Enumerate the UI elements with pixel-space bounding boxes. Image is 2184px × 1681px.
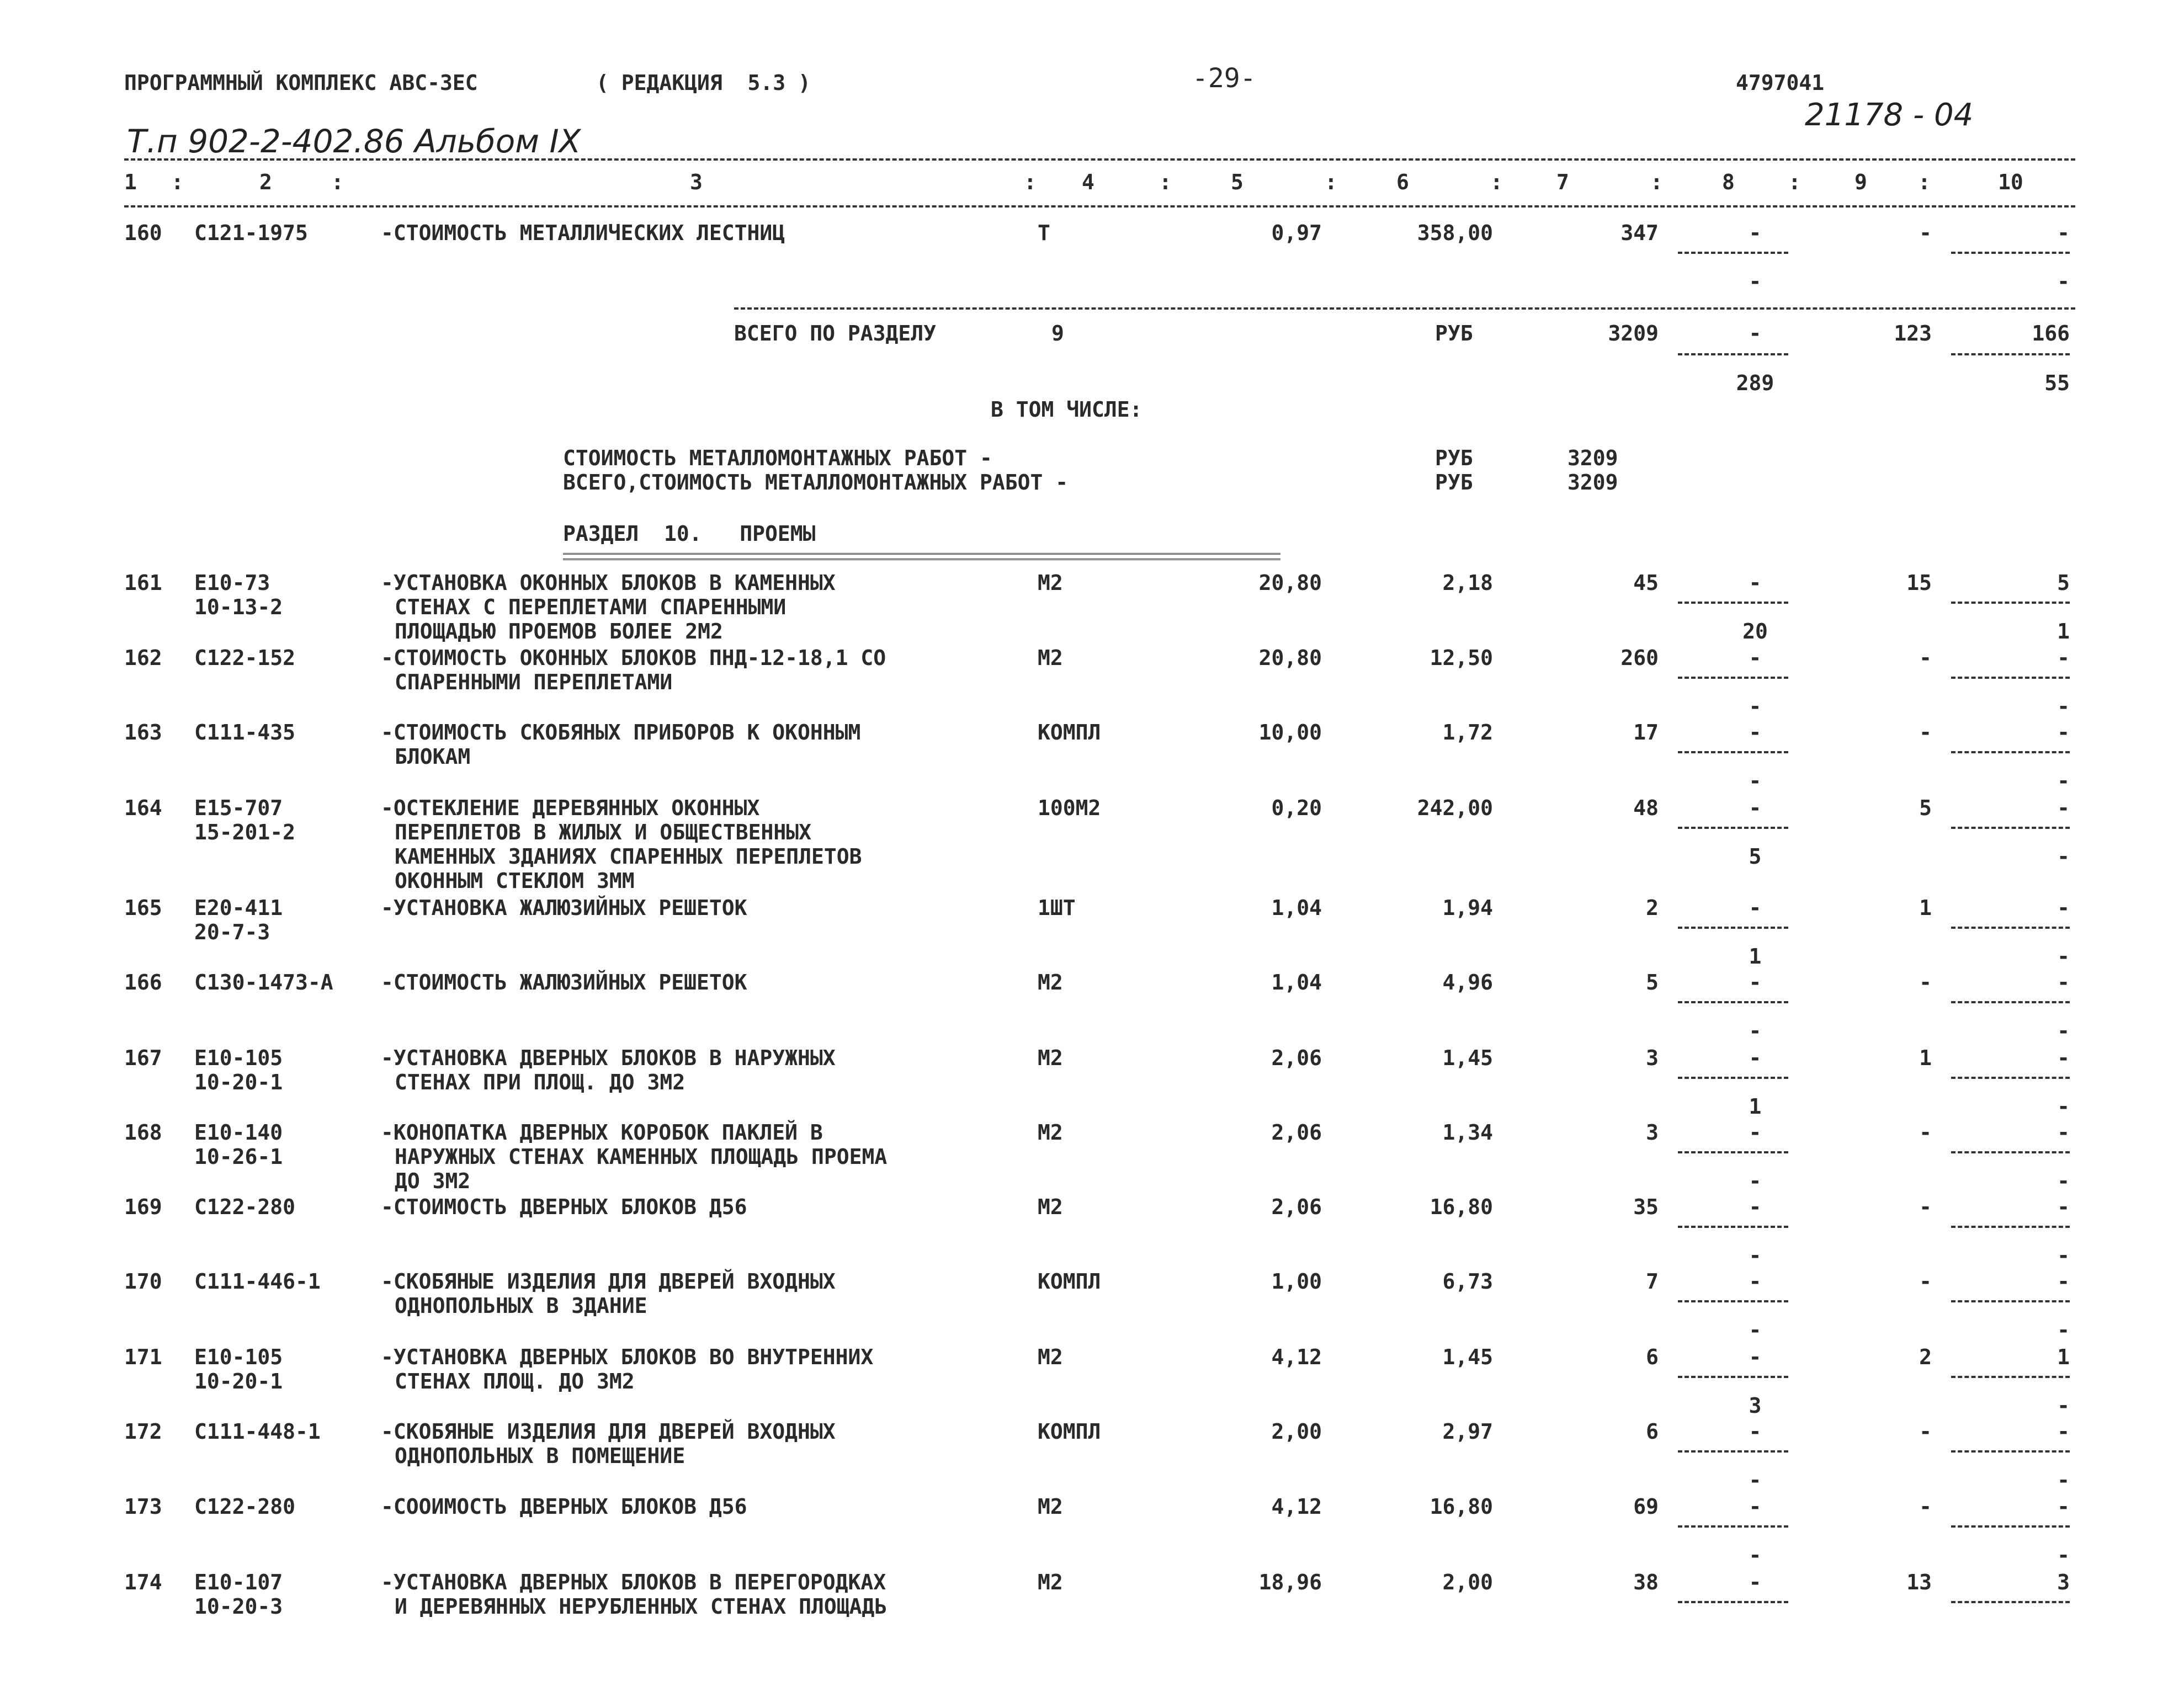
row-167-name-2: СТЕНАХ ПРИ ПЛОЩ. ДО 3М2 bbox=[395, 1070, 686, 1094]
row-169-col9: - bbox=[1919, 1195, 1932, 1219]
column-header-9: 9 bbox=[1854, 170, 1867, 194]
row-165-col8: - bbox=[1749, 896, 1762, 920]
row-161-col10-rule bbox=[1951, 602, 2070, 604]
row-161-col8-b: 20 bbox=[1742, 619, 1768, 643]
row-172-price: 2,97 bbox=[1442, 1419, 1493, 1444]
row-161-cost: 45 bbox=[1633, 571, 1659, 595]
row-160-col9: - bbox=[1919, 221, 1932, 245]
row-173-col9: - bbox=[1919, 1494, 1932, 1519]
row-165-code: Е20-411 bbox=[194, 896, 283, 920]
row-174-quantity: 18,96 bbox=[1258, 1570, 1322, 1594]
row-163-col8-b: - bbox=[1749, 769, 1762, 793]
row-169-col10: - bbox=[2057, 1195, 2070, 1219]
row-168-name-2: НАРУЖНЫХ СТЕНАХ КАМЕННЫХ ПЛОЩАДЬ ПРОЕМА bbox=[395, 1145, 888, 1169]
row-174-name-2: И ДЕРЕВЯННЫХ НЕРУБЛЕННЫХ СТЕНАХ ПЛОЩАДЬ bbox=[395, 1594, 888, 1619]
total-unit: РУБ bbox=[1435, 321, 1473, 345]
row-170-col10: - bbox=[2057, 1269, 2070, 1294]
row-161-quantity: 20,80 bbox=[1258, 571, 1322, 595]
row-164-name-2: ПЕРЕПЛЕТОВ В ЖИЛЫХ И ОБЩЕСТВЕННЫХ bbox=[395, 820, 811, 844]
row-161-col9: 15 bbox=[1906, 571, 1932, 595]
row-162-number: 162 bbox=[124, 646, 162, 670]
row-174-col8: - bbox=[1749, 1570, 1762, 1594]
row-164-number: 164 bbox=[124, 796, 162, 820]
row-164-col10-rule bbox=[1951, 827, 2070, 829]
row-173-number: 173 bbox=[124, 1494, 162, 1519]
total-col10-rule bbox=[1951, 353, 2070, 355]
row-173-col10-rule bbox=[1951, 1525, 2070, 1528]
row-170-number: 170 bbox=[124, 1269, 162, 1294]
row-172-unit: КОМПЛ bbox=[1038, 1419, 1101, 1444]
row-163-number: 163 bbox=[124, 720, 162, 744]
row-164-col8: - bbox=[1749, 796, 1762, 820]
row-160-col8: - bbox=[1749, 221, 1762, 245]
row-163-col9: - bbox=[1919, 720, 1932, 744]
row-171-col10: 1 bbox=[2057, 1345, 2070, 1369]
row-166-col8-rule bbox=[1678, 1001, 1788, 1003]
row-168-name: -КОНОПАТКА ДВЕРНЫХ КОРОБОК ПАКЛЕЙ В bbox=[381, 1120, 823, 1145]
header-rule-bottom bbox=[124, 205, 2075, 208]
row-168-number: 168 bbox=[124, 1120, 162, 1145]
row-169-col8-b: - bbox=[1749, 1243, 1762, 1268]
total-cost: 3209 bbox=[1608, 321, 1659, 345]
row-171-cost: 6 bbox=[1646, 1345, 1659, 1369]
total-col8: - bbox=[1749, 321, 1762, 345]
column-separator: : bbox=[1788, 170, 1801, 194]
column-separator: : bbox=[1159, 170, 1172, 194]
row-173-unit: М2 bbox=[1038, 1494, 1063, 1519]
row-167-quantity: 2,06 bbox=[1271, 1046, 1322, 1070]
row-168-col10-rule bbox=[1951, 1151, 2070, 1153]
row-162-col9: - bbox=[1919, 646, 1932, 670]
row-163-col10-rule bbox=[1951, 751, 2070, 753]
column-header-5: 5 bbox=[1231, 170, 1244, 194]
row-169-price: 16,80 bbox=[1430, 1195, 1493, 1219]
row-164-unit: 100М2 bbox=[1038, 796, 1101, 820]
row-170-cost: 7 bbox=[1646, 1269, 1659, 1294]
row-164-price: 242,00 bbox=[1417, 796, 1493, 820]
row-171-col9: 2 bbox=[1919, 1345, 1932, 1369]
row-161-number: 161 bbox=[124, 571, 162, 595]
total-section-number: 9 bbox=[1051, 321, 1064, 345]
row-169-quantity: 2,06 bbox=[1271, 1195, 1322, 1219]
row-165-code-2: 20-7-3 bbox=[194, 920, 270, 944]
row-169-col10-rule bbox=[1951, 1226, 2070, 1228]
row-167-col10-b: - bbox=[2057, 1094, 2070, 1119]
row-167-unit: М2 bbox=[1038, 1046, 1063, 1070]
row-173-quantity: 4,12 bbox=[1271, 1494, 1322, 1519]
including-label: В ТОМ ЧИСЛЕ: bbox=[991, 397, 1143, 422]
row-161-unit: М2 bbox=[1038, 571, 1063, 595]
row-164-col8-b: 5 bbox=[1749, 844, 1762, 869]
row-161-col8-rule bbox=[1678, 602, 1788, 604]
row-166-col10-b: - bbox=[2057, 1019, 2070, 1043]
row-167-code: Е10-105 bbox=[194, 1046, 283, 1070]
row-170-col9: - bbox=[1919, 1269, 1932, 1294]
incl-line-1-unit: РУБ bbox=[1435, 446, 1473, 470]
row-173-code: С122-280 bbox=[194, 1494, 296, 1519]
row-165-col10-rule bbox=[1951, 927, 2070, 929]
row-168-name-3: ДО 3М2 bbox=[395, 1169, 471, 1193]
row-164-code: Е15-707 bbox=[194, 796, 283, 820]
row-171-number: 171 bbox=[124, 1345, 162, 1369]
column-separator: : bbox=[1325, 170, 1337, 194]
row-168-code-2: 10-26-1 bbox=[194, 1145, 283, 1169]
header-rule-top bbox=[124, 158, 2075, 161]
row-170-col10-rule bbox=[1951, 1300, 2070, 1302]
row-174-col10: 3 bbox=[2057, 1570, 2070, 1594]
row-166-name: -СТОИМОСТЬ ЖАЛЮЗИЙНЫХ РЕШЕТОК bbox=[381, 970, 747, 994]
row-166-col8-b: - bbox=[1749, 1019, 1762, 1043]
row-165-col8-rule bbox=[1678, 927, 1788, 929]
row-164-name-3: КАМЕННЫХ ЗДАНИЯХ СПАРЕННЫХ ПЕРЕПЛЕТОВ bbox=[395, 844, 862, 869]
row-162-name: -СТОИМОСТЬ ОКОННЫХ БЛОКОВ ПНД-12-18,1 СО bbox=[381, 646, 886, 670]
column-separator: : bbox=[1918, 170, 1931, 194]
row-173-col10-b: - bbox=[2057, 1543, 2070, 1567]
row-162-col8-rule bbox=[1678, 677, 1788, 679]
row-167-col10: - bbox=[2057, 1046, 2070, 1070]
row-172-col10-rule bbox=[1951, 1450, 2070, 1453]
total-rule bbox=[734, 307, 2075, 310]
row-171-col10-b: - bbox=[2057, 1393, 2070, 1418]
row-162-name-2: СПАРЕННЫМИ ПЕРЕПЛЕТАМИ bbox=[395, 670, 673, 694]
row-172-number: 172 bbox=[124, 1419, 162, 1444]
row-174-price: 2,00 bbox=[1442, 1570, 1493, 1594]
row-163-quantity: 10,00 bbox=[1258, 720, 1322, 744]
section-underline-2 bbox=[563, 558, 1280, 560]
row-170-quantity: 1,00 bbox=[1271, 1269, 1322, 1294]
row-169-unit: М2 bbox=[1038, 1195, 1063, 1219]
row-171-col8: - bbox=[1749, 1345, 1762, 1369]
row-165-col8-b: 1 bbox=[1749, 944, 1762, 969]
row-165-quantity: 1,04 bbox=[1271, 896, 1322, 920]
column-separator: : bbox=[331, 170, 344, 194]
row-171-name: -УСТАНОВКА ДВЕРНЫХ БЛОКОВ ВО ВНУТРЕННИХ bbox=[381, 1345, 874, 1369]
row-174-col10-rule bbox=[1951, 1601, 2070, 1603]
row-161-name: -УСТАНОВКА ОКОННЫХ БЛОКОВ В КАМЕННЫХ bbox=[381, 571, 836, 595]
row-170-unit: КОМПЛ bbox=[1038, 1269, 1101, 1294]
row-167-col10-rule bbox=[1951, 1077, 2070, 1079]
row-167-cost: 3 bbox=[1646, 1046, 1659, 1070]
column-header-2: 2 bbox=[259, 170, 272, 194]
row-169-cost: 35 bbox=[1633, 1195, 1659, 1219]
row-167-col9: 1 bbox=[1919, 1046, 1932, 1070]
row-164-col10: - bbox=[2057, 796, 2070, 820]
row-173-col8: - bbox=[1749, 1494, 1762, 1519]
row-160-price: 358,00 bbox=[1417, 221, 1493, 245]
row-167-name: -УСТАНОВКА ДВЕРНЫХ БЛОКОВ В НАРУЖНЫХ bbox=[381, 1046, 836, 1070]
row-173-cost: 69 bbox=[1633, 1494, 1659, 1519]
row-172-cost: 6 bbox=[1646, 1419, 1659, 1444]
row-161-name-2: СТЕНАХ С ПЕРЕПЛЕТАМИ СПАРЕННЫМИ bbox=[395, 595, 787, 619]
row-168-cost: 3 bbox=[1646, 1120, 1659, 1145]
column-header-1: 1 bbox=[124, 170, 137, 194]
row-168-col10-b: - bbox=[2057, 1169, 2070, 1193]
row-164-code-2: 15-201-2 bbox=[194, 820, 296, 844]
row-161-code-2: 10-13-2 bbox=[194, 595, 283, 619]
row-163-col8-rule bbox=[1678, 751, 1788, 753]
total-col8-b: 289 bbox=[1736, 371, 1774, 395]
row-165-name: -УСТАНОВКА ЖАЛЮЗИЙНЫХ РЕШЕТОК bbox=[381, 896, 747, 920]
row-161-col10-b: 1 bbox=[2057, 619, 2070, 643]
total-col9: 123 bbox=[1894, 321, 1932, 345]
row-171-name-2: СТЕНАХ ПЛОЩ. ДО 3М2 bbox=[395, 1369, 635, 1393]
total-col8-rule bbox=[1678, 353, 1788, 355]
row-166-col10-rule bbox=[1951, 1001, 2070, 1003]
row-172-col10-b: - bbox=[2057, 1468, 2070, 1492]
row-164-col9: 5 bbox=[1919, 796, 1932, 820]
row-164-name: -ОСТЕКЛЕНИЕ ДЕРЕВЯННЫХ ОКОННЫХ bbox=[381, 796, 760, 820]
row-162-col8-b: - bbox=[1749, 694, 1762, 719]
row-170-name-2: ОДНОПОЛЬНЫХ В ЗДАНИЕ bbox=[395, 1294, 647, 1318]
row-173-col8-rule bbox=[1678, 1525, 1788, 1528]
row-168-quantity: 2,06 bbox=[1271, 1120, 1322, 1145]
row-166-code: С130-1473-А bbox=[194, 970, 333, 994]
row-168-col9: - bbox=[1919, 1120, 1932, 1145]
incl-line-1-value: 3209 bbox=[1567, 446, 1618, 470]
row-163-col10-b: - bbox=[2057, 769, 2070, 793]
row-162-col10-b: - bbox=[2057, 694, 2070, 719]
row-160-col10: - bbox=[2057, 221, 2070, 245]
row-163-name-2: БЛОКАМ bbox=[395, 744, 471, 769]
program-title: ПРОГРАММНЫЙ КОМПЛЕКС АВС-ЗЕС bbox=[124, 71, 478, 95]
row-172-col10: - bbox=[2057, 1419, 2070, 1444]
row-169-code: С122-280 bbox=[194, 1195, 296, 1219]
row-161-code: Е10-73 bbox=[194, 571, 270, 595]
row-160-cost: 347 bbox=[1620, 221, 1659, 245]
section-title: РАЗДЕЛ 10. ПРОЕМЫ bbox=[563, 522, 816, 546]
row-168-col8-rule bbox=[1678, 1151, 1788, 1153]
row-167-number: 167 bbox=[124, 1046, 162, 1070]
row-167-code-2: 10-20-1 bbox=[194, 1070, 283, 1094]
row-160-number: 160 bbox=[124, 221, 162, 245]
row-160-col8-b: - bbox=[1749, 269, 1762, 294]
row-168-unit: М2 bbox=[1038, 1120, 1063, 1145]
row-172-col8-rule bbox=[1678, 1450, 1788, 1453]
handwritten-title: Т.п 902-2-402.86 Альбом IX bbox=[127, 123, 581, 160]
row-162-quantity: 20,80 bbox=[1258, 646, 1322, 670]
row-172-code: С111-448-1 bbox=[194, 1419, 321, 1444]
column-separator: : bbox=[1650, 170, 1663, 194]
row-168-col8: - bbox=[1749, 1120, 1762, 1145]
row-172-name-2: ОДНОПОЛЬНЫХ В ПОМЕЩЕНИЕ bbox=[395, 1444, 686, 1468]
row-168-col8-b: - bbox=[1749, 1169, 1762, 1193]
row-167-price: 1,45 bbox=[1442, 1046, 1493, 1070]
column-header-7: 7 bbox=[1556, 170, 1569, 194]
row-173-col8-b: - bbox=[1749, 1543, 1762, 1567]
row-171-code: Е10-105 bbox=[194, 1345, 283, 1369]
column-header-3: 3 bbox=[690, 170, 703, 194]
row-162-col10-rule bbox=[1951, 677, 2070, 679]
row-163-col8: - bbox=[1749, 720, 1762, 744]
row-164-quantity: 0,20 bbox=[1271, 796, 1322, 820]
column-header-4: 4 bbox=[1082, 170, 1094, 194]
row-163-code: С111-435 bbox=[194, 720, 296, 744]
total-label: ВСЕГО ПО РАЗДЕЛУ bbox=[734, 321, 937, 345]
row-164-col8-rule bbox=[1678, 827, 1788, 829]
row-165-number: 165 bbox=[124, 896, 162, 920]
row-166-quantity: 1,04 bbox=[1271, 970, 1322, 994]
row-174-col8-rule bbox=[1678, 1601, 1788, 1603]
column-separator: : bbox=[1024, 170, 1037, 194]
row-170-price: 6,73 bbox=[1442, 1269, 1493, 1294]
row-172-col8-b: - bbox=[1749, 1468, 1762, 1492]
row-172-col8: - bbox=[1749, 1419, 1762, 1444]
row-165-col10: - bbox=[2057, 896, 2070, 920]
row-170-col10-b: - bbox=[2057, 1318, 2070, 1342]
row-166-unit: М2 bbox=[1038, 970, 1063, 994]
row-162-code: С122-152 bbox=[194, 646, 296, 670]
row-165-price: 1,94 bbox=[1442, 896, 1493, 920]
row-170-code: С111-446-1 bbox=[194, 1269, 321, 1294]
incl-line-2-value: 3209 bbox=[1567, 470, 1618, 494]
row-166-price: 4,96 bbox=[1442, 970, 1493, 994]
incl-line-1: СТОИМОСТЬ МЕТАЛЛОМОНТАЖНЫХ РАБОТ - bbox=[563, 446, 992, 470]
row-169-number: 169 bbox=[124, 1195, 162, 1219]
row-166-number: 166 bbox=[124, 970, 162, 994]
incl-line-2: ВСЕГО,СТОИМОСТЬ МЕТАЛЛОМОНТАЖНЫХ РАБОТ - bbox=[563, 470, 1069, 494]
row-162-col8: - bbox=[1749, 646, 1762, 670]
row-174-code: Е10-107 bbox=[194, 1570, 283, 1594]
row-169-col8-rule bbox=[1678, 1226, 1788, 1228]
row-167-col8: - bbox=[1749, 1046, 1762, 1070]
row-162-col10: - bbox=[2057, 646, 2070, 670]
row-161-col10: 5 bbox=[2057, 571, 2070, 595]
row-167-col8-rule bbox=[1678, 1077, 1788, 1079]
row-163-price: 1,72 bbox=[1442, 720, 1493, 744]
row-174-name: -УСТАНОВКА ДВЕРНЫХ БЛОКОВ В ПЕРЕГОРОДКАХ bbox=[381, 1570, 886, 1594]
row-167-col8-b: 1 bbox=[1749, 1094, 1762, 1119]
row-169-col8: - bbox=[1749, 1195, 1762, 1219]
row-163-name: -СТОИМОСТЬ СКОБЯНЫХ ПРИБОРОВ К ОКОННЫМ bbox=[381, 720, 861, 744]
row-163-cost: 17 bbox=[1633, 720, 1659, 744]
row-168-price: 1,34 bbox=[1442, 1120, 1493, 1145]
row-173-name: -СООИМОСТЬ ДВЕРНЫХ БЛОКОВ Д56 bbox=[381, 1494, 747, 1519]
row-160-unit: Т bbox=[1038, 221, 1050, 245]
row-163-unit: КОМПЛ bbox=[1038, 720, 1101, 744]
row-160-name: -СТОИМОСТЬ МЕТАЛЛИЧЕСКИХ ЛЕСТНИЦ bbox=[381, 221, 785, 245]
row-174-cost: 38 bbox=[1633, 1570, 1659, 1594]
total-col10: 166 bbox=[2032, 321, 2070, 345]
row-173-col10: - bbox=[2057, 1494, 2070, 1519]
row-170-col8-b: - bbox=[1749, 1318, 1762, 1342]
row-164-cost: 48 bbox=[1633, 796, 1659, 820]
row-174-code-2: 10-20-3 bbox=[194, 1594, 283, 1619]
total-col10-b: 55 bbox=[2044, 371, 2070, 395]
row-164-name-4: ОКОННЫМ СТЕКЛОМ 3ММ bbox=[395, 869, 635, 893]
row-171-code-2: 10-20-1 bbox=[194, 1369, 283, 1393]
row-165-unit: 1ШТ bbox=[1038, 896, 1076, 920]
incl-line-2-unit: РУБ bbox=[1435, 470, 1473, 494]
row-162-price: 12,50 bbox=[1430, 646, 1493, 670]
row-172-col9: - bbox=[1919, 1419, 1932, 1444]
row-161-name-3: ПЛОЩАДЬЮ ПРОЕМОВ БОЛЕЕ 2М2 bbox=[395, 619, 723, 643]
row-160-quantity: 0,97 bbox=[1271, 221, 1322, 245]
row-171-price: 1,45 bbox=[1442, 1345, 1493, 1369]
row-169-col10-b: - bbox=[2057, 1243, 2070, 1268]
edition-label: ( РЕДАКЦИЯ 5.3 ) bbox=[596, 71, 811, 95]
column-header-8: 8 bbox=[1722, 170, 1735, 194]
row-172-name: -СКОБЯНЫЕ ИЗДЕЛИЯ ДЛЯ ДВЕРЕЙ ВХОДНЫХ bbox=[381, 1419, 836, 1444]
row-166-col9: - bbox=[1919, 970, 1932, 994]
row-165-col9: 1 bbox=[1919, 896, 1932, 920]
row-164-col10-b: - bbox=[2057, 844, 2070, 869]
row-166-col8: - bbox=[1749, 970, 1762, 994]
handwritten-code: 21178 - 04 bbox=[1805, 97, 1974, 133]
column-separator: : bbox=[171, 170, 184, 194]
row-170-col8-rule bbox=[1678, 1300, 1788, 1302]
row-160-code: С121-1975 bbox=[194, 221, 308, 245]
row-171-unit: М2 bbox=[1038, 1345, 1063, 1369]
row-169-name: -СТОИМОСТЬ ДВЕРНЫХ БЛОКОВ Д56 bbox=[381, 1195, 747, 1219]
row-173-price: 16,80 bbox=[1430, 1494, 1493, 1519]
row-174-unit: М2 bbox=[1038, 1570, 1063, 1594]
row-171-col8-b: 3 bbox=[1749, 1393, 1762, 1418]
row-171-quantity: 4,12 bbox=[1271, 1345, 1322, 1369]
page-number: -29- bbox=[1192, 63, 1256, 94]
row-161-price: 2,18 bbox=[1442, 571, 1493, 595]
row-174-col9: 13 bbox=[1906, 1570, 1932, 1594]
column-header-6: 6 bbox=[1396, 170, 1409, 194]
row-170-col8: - bbox=[1749, 1269, 1762, 1294]
row-165-cost: 2 bbox=[1646, 896, 1659, 920]
row-162-unit: М2 bbox=[1038, 646, 1063, 670]
row-163-col10: - bbox=[2057, 720, 2070, 744]
row-172-quantity: 2,00 bbox=[1271, 1419, 1322, 1444]
document-number: 4797041 bbox=[1736, 71, 1825, 95]
row-160-col10-rule bbox=[1951, 252, 2070, 254]
row-168-col10: - bbox=[2057, 1120, 2070, 1145]
row-171-col8-rule bbox=[1678, 1376, 1788, 1378]
section-underline bbox=[563, 553, 1280, 555]
column-header-10: 10 bbox=[1998, 170, 2023, 194]
row-166-cost: 5 bbox=[1646, 970, 1659, 994]
row-165-col10-b: - bbox=[2057, 944, 2070, 969]
row-160-col8-rule bbox=[1678, 252, 1788, 254]
row-174-number: 174 bbox=[124, 1570, 162, 1594]
row-171-col10-rule bbox=[1951, 1376, 2070, 1378]
row-162-cost: 260 bbox=[1620, 646, 1659, 670]
row-161-col8: - bbox=[1749, 571, 1762, 595]
row-168-code: Е10-140 bbox=[194, 1120, 283, 1145]
row-160-col10-b: - bbox=[2057, 269, 2070, 294]
row-166-col10: - bbox=[2057, 970, 2070, 994]
row-170-name: -СКОБЯНЫЕ ИЗДЕЛИЯ ДЛЯ ДВЕРЕЙ ВХОДНЫХ bbox=[381, 1269, 836, 1294]
column-separator: : bbox=[1490, 170, 1503, 194]
